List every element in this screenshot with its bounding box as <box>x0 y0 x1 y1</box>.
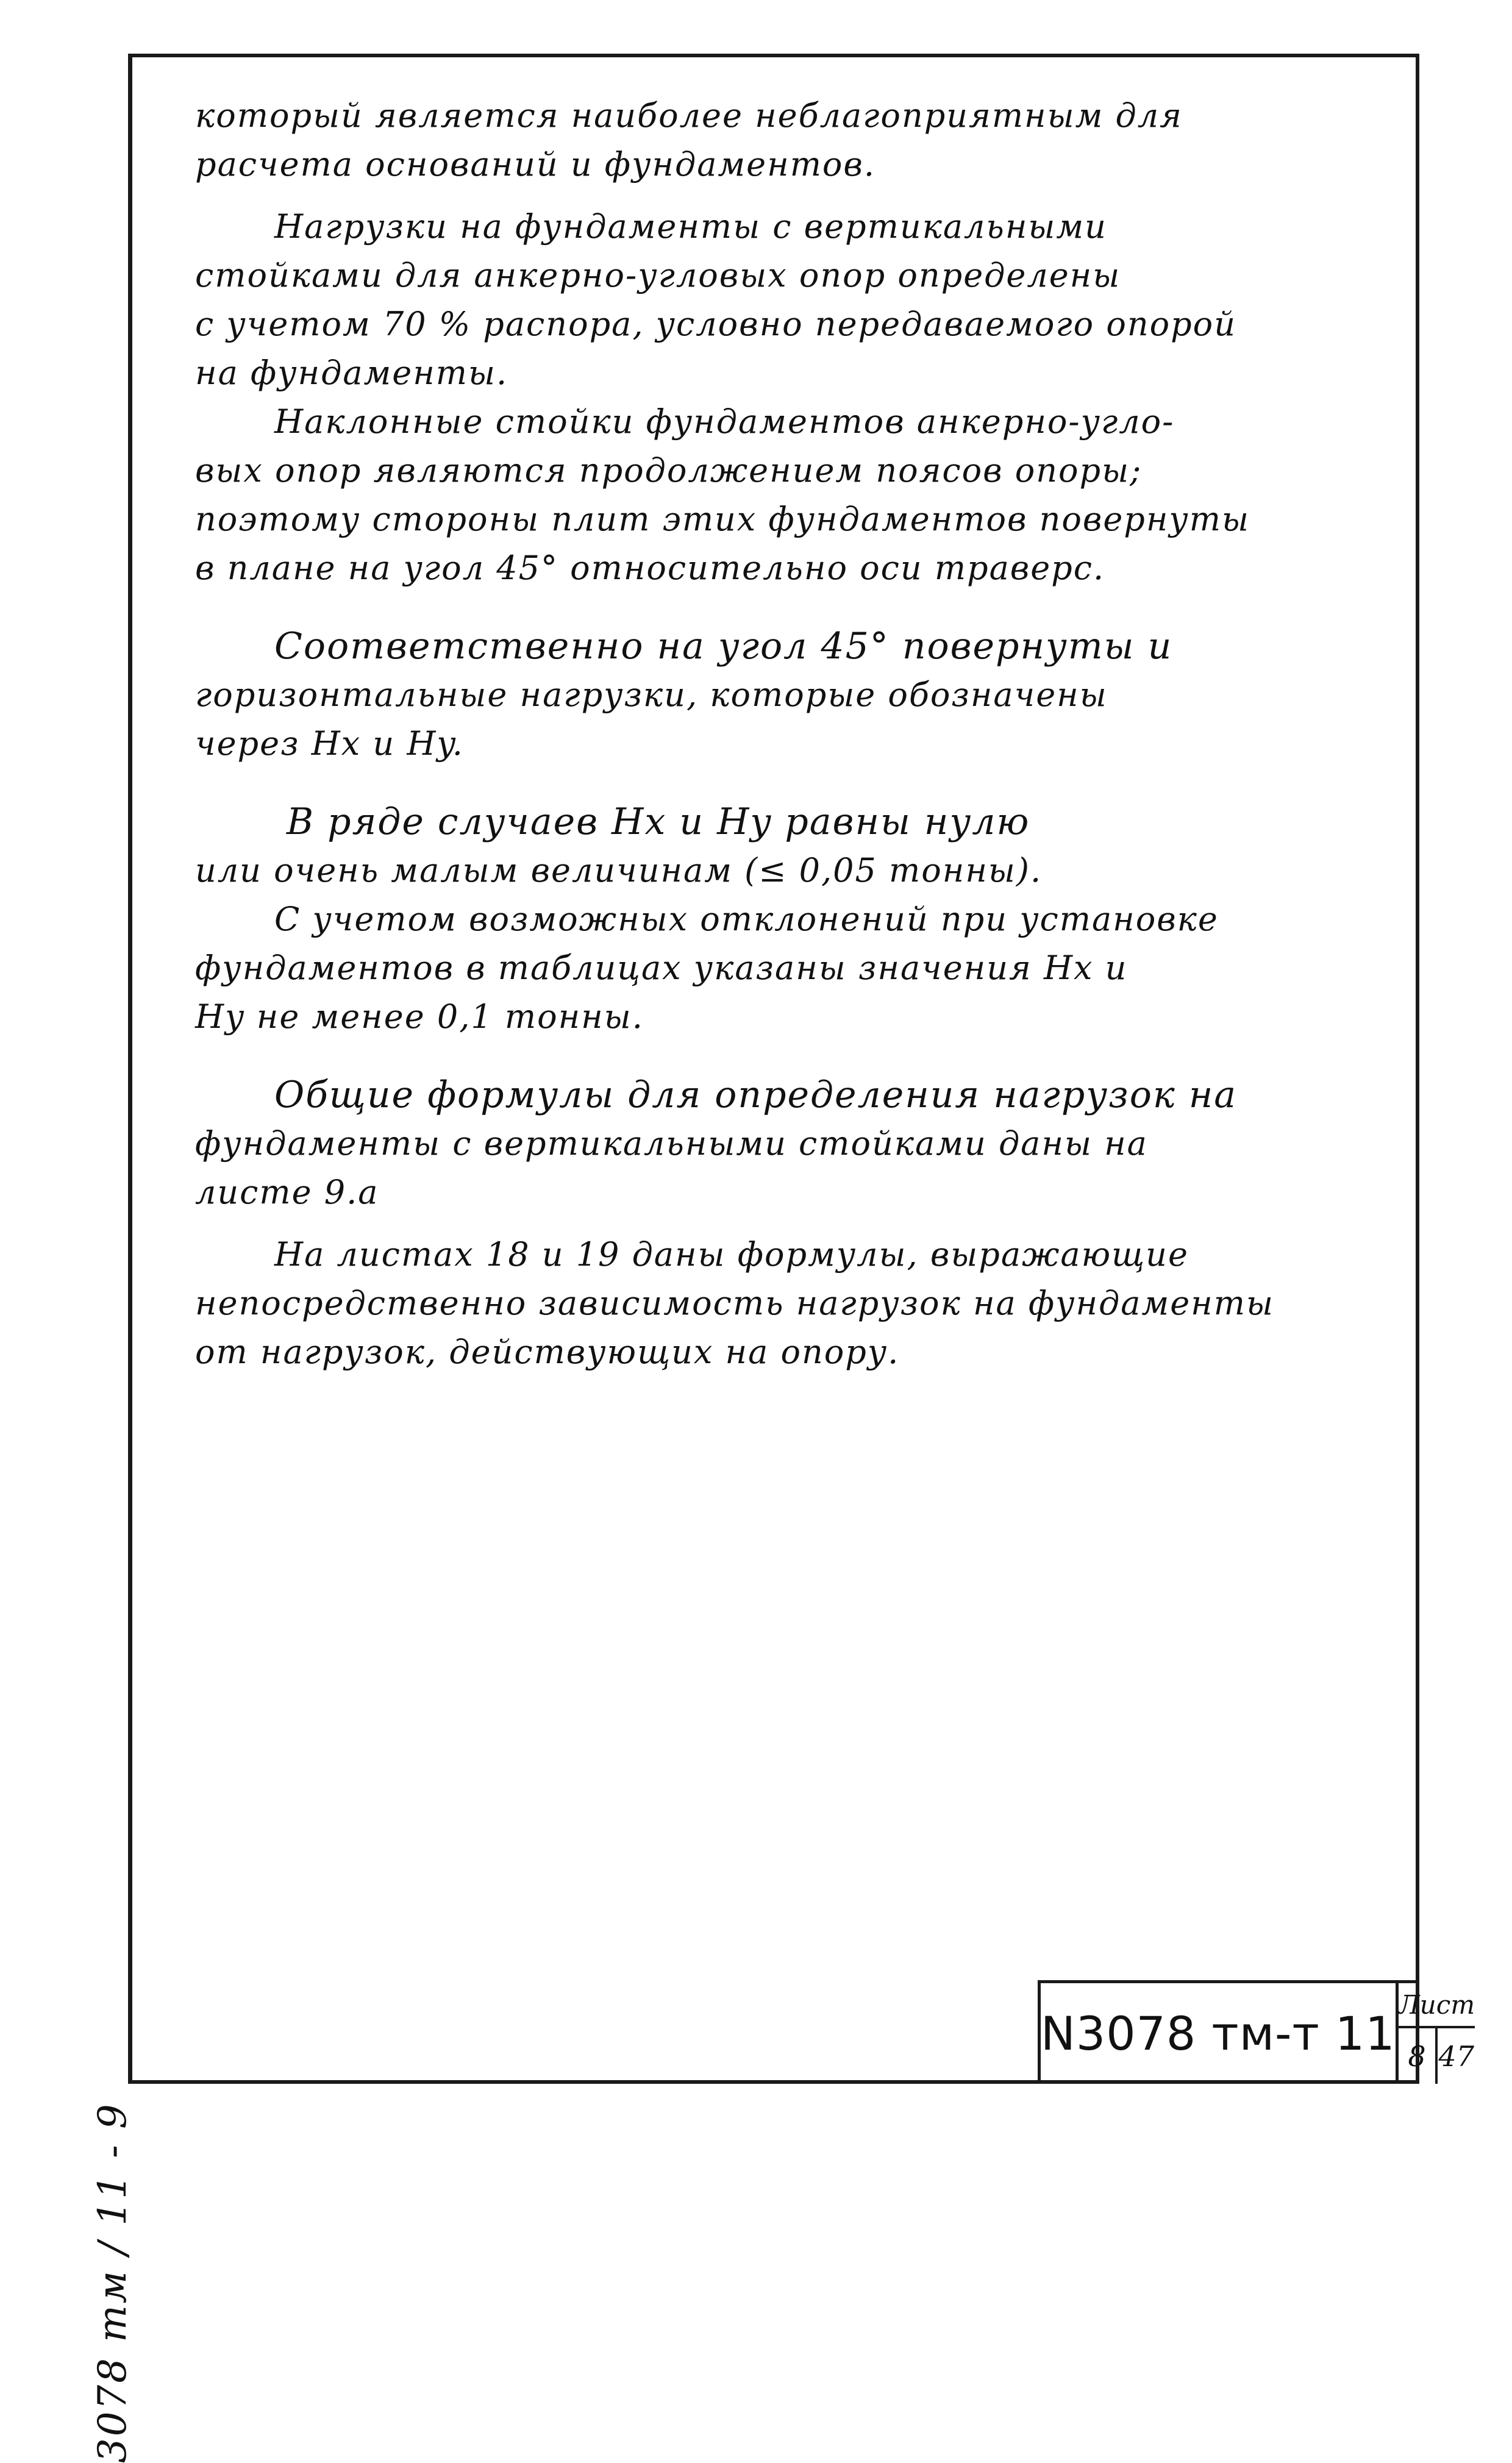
text-line: или очень малым величинам (≤ 0,05 тонны). <box>195 851 1043 889</box>
paragraph-start: Соответственно на угол 45° повернуты и <box>274 625 1173 668</box>
text-line: стойками для анкерно-угловых опор определены <box>195 256 1121 294</box>
paragraph-start: Наклонные стойки фундаментов анкерно-угло- <box>274 402 1175 441</box>
sheet-number-right: 47 <box>1435 2028 1475 2084</box>
sheet-label: Лист <box>1399 1983 1475 2028</box>
text-line: поэтому стороны плит этих фундаментов повернуты <box>195 500 1250 538</box>
sheet-number-left: 8 <box>1408 2039 1426 2073</box>
text-line: непосредственно зависимость нагрузок на фундаменты <box>195 1284 1274 1322</box>
text-line: который является наиболее неблагоприятным для <box>195 96 1183 135</box>
paragraph-start: Нагрузки на фундаменты с вертикальными <box>274 207 1107 246</box>
text-line: на фундаменты. <box>195 354 508 392</box>
text-line: с учетом 70 % распора, условно передаваемого опорой <box>195 305 1236 343</box>
text-line: фундаментов в таблицах указаны значения Hx и <box>195 949 1128 987</box>
text-line: листе 9.а <box>195 1173 379 1211</box>
text-line: вых опор являются продолжением поясов опоры; <box>195 451 1143 490</box>
text-line: Hy не менее 0,1 тонны. <box>195 997 644 1036</box>
document-code: N3078 тм-т 11 <box>1041 1983 1399 2084</box>
text-line: от нагрузок, действующих на опору. <box>195 1333 900 1371</box>
margin-document-code: 3078 тм / 11 - 9 <box>90 2102 135 2463</box>
text-line: фундаменты с вертикальными стойками даны на <box>195 1124 1148 1163</box>
text-line: расчета оснований и фундаментов. <box>195 145 875 184</box>
text-line: горизонтальные нагрузки, которые обозначены <box>195 675 1108 714</box>
paragraph-start: Общие формулы для определения нагрузок на <box>274 1074 1238 1116</box>
document-body <box>195 91 1384 1377</box>
paragraph-start: На листах 18 и 19 даны формулы, выражающие <box>274 1235 1189 1274</box>
paragraph-start: В ряде случаев Hx и Hy равны нулю <box>287 800 1030 843</box>
paragraph-start: С учетом возможных отклонений при установке <box>274 900 1219 938</box>
title-block <box>1038 1980 1475 2084</box>
sheet-box <box>1399 1983 1475 2084</box>
text-line: в плане на угол 45° относительно оси траверс. <box>195 549 1105 587</box>
sheet-numbers <box>1399 2028 1475 2084</box>
text-line: через Hx и Hy. <box>195 724 464 763</box>
